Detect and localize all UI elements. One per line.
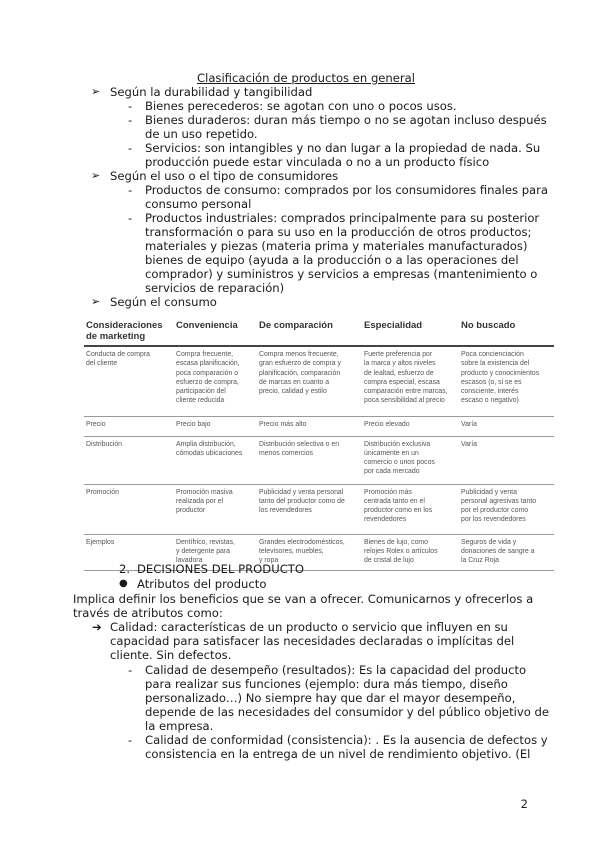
column-header: Consideraciones de marketing xyxy=(84,318,174,346)
column-header: Especialidad xyxy=(362,318,459,346)
dash-icon: - xyxy=(128,733,133,747)
s1-item: Bienes duraderos: duran más tiempo o no se agotan incluso después xyxy=(145,113,547,127)
bullet-icon: ● xyxy=(119,578,128,589)
conformidad-text: consistencia en la entrega de un nivel de rendimiento objetivo. (El xyxy=(145,747,531,761)
section-heading: Clasificación de productos en general xyxy=(197,71,416,85)
table-cell: Distribución xyxy=(84,436,174,484)
column-header: De comparación xyxy=(257,318,362,346)
table-cell: Promoción xyxy=(84,484,174,534)
table-cell: Precio bajo xyxy=(174,416,257,436)
table-cell: Distribución exclusiva únicamente en un comercio o unos pocos por cada mercado xyxy=(362,436,459,484)
table-cell: Precio más alto xyxy=(257,416,362,436)
dash-icon: - xyxy=(128,99,133,113)
s2-item: Productos industriales: comprados principalmente para su posterior xyxy=(145,211,540,225)
table-cell: Compra menos frecuente, gran esfuerzo de compra y planificación, comparación de marcas en cuanto a precio, calidad y estilo xyxy=(257,346,362,416)
table-cell: Bienes de lujo, como relojes Rolex o artículos de cristal de lujo xyxy=(362,534,459,570)
s2-item: materiales y piezas (materia prima y materiales manufacturados) xyxy=(145,239,528,253)
table-row xyxy=(84,436,554,484)
s1-item: Bienes perecederos: se agotan con uno o pocos usos. xyxy=(145,99,457,113)
arrow-bullet-icon: ➢ xyxy=(91,295,101,308)
desempeno-text: para realizar sus funciones (ejemplo: dura más tiempo, diseño xyxy=(145,677,508,691)
dash-icon: - xyxy=(128,211,133,225)
s1-item: Servicios: son intangibles y no dan lugar a la propiedad de nada. Su xyxy=(145,141,541,155)
table-cell: Publicidad y venta personal tanto del productor como de los revendedores xyxy=(257,484,362,534)
calidad-text: cliente. Sin defectos. xyxy=(110,648,232,662)
table-cell: Amplia distribución, cómodas ubicaciones xyxy=(174,436,257,484)
table-row xyxy=(84,416,554,436)
table-cell: Varía xyxy=(459,436,554,484)
s4-intro: Implica definir los beneficios que se van a ofrecer. Comunicarnos y ofrecerlos a xyxy=(73,592,534,606)
s2-item: bienes de equipo (ayuda a la producción o a las operaciones del xyxy=(145,253,519,267)
dash-icon: - xyxy=(128,113,133,127)
table-cell: Compra frecuente, escasa planificación, poca comparación o esfuerzo de compra, participación del cliente reducida xyxy=(174,346,257,416)
section-number: 2. xyxy=(119,562,131,576)
table-header-row xyxy=(84,318,554,346)
table-row xyxy=(84,346,554,416)
table-cell: Grandes electrodomésticos, televisores, muebles, y ropa xyxy=(257,534,362,570)
s2-item: comprador) y suministros y servicios a empresas (mantenimiento o xyxy=(145,267,538,281)
s2-item: servicios de reparación) xyxy=(145,281,285,295)
s1-item: de un uso repetido. xyxy=(145,127,258,141)
dash-icon: - xyxy=(128,183,133,197)
table-cell: Varía xyxy=(459,416,554,436)
table-cell: Promoción más centrada tanto en el productor como en los revendedores xyxy=(362,484,459,534)
table-cell: Dentífrico, revistas, y detergente para lavadora xyxy=(174,534,257,570)
consideraciones-table xyxy=(84,318,554,571)
table-cell: Publicidad y venta personal agresivas tanto por el productor como por los revendedores xyxy=(459,484,554,534)
s1-item: producción puede estar vinculada o no a un producto físico xyxy=(145,155,490,169)
desempeno-text: Calidad de desempeño (resultados): Es la capacidad del producto xyxy=(145,663,527,677)
calidad-text: capacidad para satisfacer las necesidades declaradas o implícitas del xyxy=(110,634,515,648)
s2-item: consumo personal xyxy=(145,197,252,211)
s4-bullet: Atributos del producto xyxy=(137,577,267,591)
s2-item: transformación o para su uso en la producción de otros productos; xyxy=(145,225,532,239)
arrow-bullet-icon: ➢ xyxy=(91,169,101,182)
s4-intro: través de atributos como: xyxy=(73,606,223,620)
calidad-text: Calidad: características de un producto o servicio que influyen en su xyxy=(110,620,508,634)
desempeno-text: personalizado…) No siempre hay que dar el mayor desempeño, xyxy=(145,691,516,705)
dash-icon: - xyxy=(128,141,133,155)
conformidad-text: Calidad de conformidad (consistencia): . Es la ausencia de defectos y xyxy=(145,733,548,747)
s1-title: Según la durabilidad y tangibilidad xyxy=(110,85,313,99)
table-cell: Seguros de vida y donaciones de sangre a la Cruz Roja xyxy=(459,534,554,570)
s2-item: Productos de consumo: comprados por los consumidores finales para xyxy=(145,183,549,197)
s2-title: Según el uso o el tipo de consumidores xyxy=(110,169,339,183)
table-cell: Distribución selectiva o en menos comercios xyxy=(257,436,362,484)
table-cell: Ejemplos xyxy=(84,534,174,570)
dash-icon: - xyxy=(128,663,133,677)
page-number: 2 xyxy=(520,797,528,811)
table-cell: Poca concienciación sobre la existencia del producto y conocimientos escasos (o, si se es consciente, interés escaso o negativo) xyxy=(459,346,554,416)
table-cell: Conducta de compra del cliente xyxy=(84,346,174,416)
table-cell: Promoción masiva realizada por el productor xyxy=(174,484,257,534)
table-cell: Precio xyxy=(84,416,174,436)
table-row xyxy=(84,484,554,534)
desempeno-text: depende de las necesidades del consumidor y del público objetivo de xyxy=(145,705,550,719)
s4-title: DECISIONES DEL PRODUCTO xyxy=(137,562,304,576)
table-cell: Fuerte preferencia por la marca y altos niveles de lealtad, esfuerzo de compra especial, escasa comparación entre marcas, poca sensibilidad al precio xyxy=(362,346,459,416)
column-header: No buscado xyxy=(459,318,554,346)
desempeno-text: la empresa. xyxy=(145,719,214,733)
thick-arrow-icon: ➔ xyxy=(92,620,102,634)
column-header: Conveniencia xyxy=(174,318,257,346)
table-cell: Precio elevado xyxy=(362,416,459,436)
s3-title: Según el consumo xyxy=(110,295,217,309)
arrow-bullet-icon: ➢ xyxy=(91,85,101,98)
